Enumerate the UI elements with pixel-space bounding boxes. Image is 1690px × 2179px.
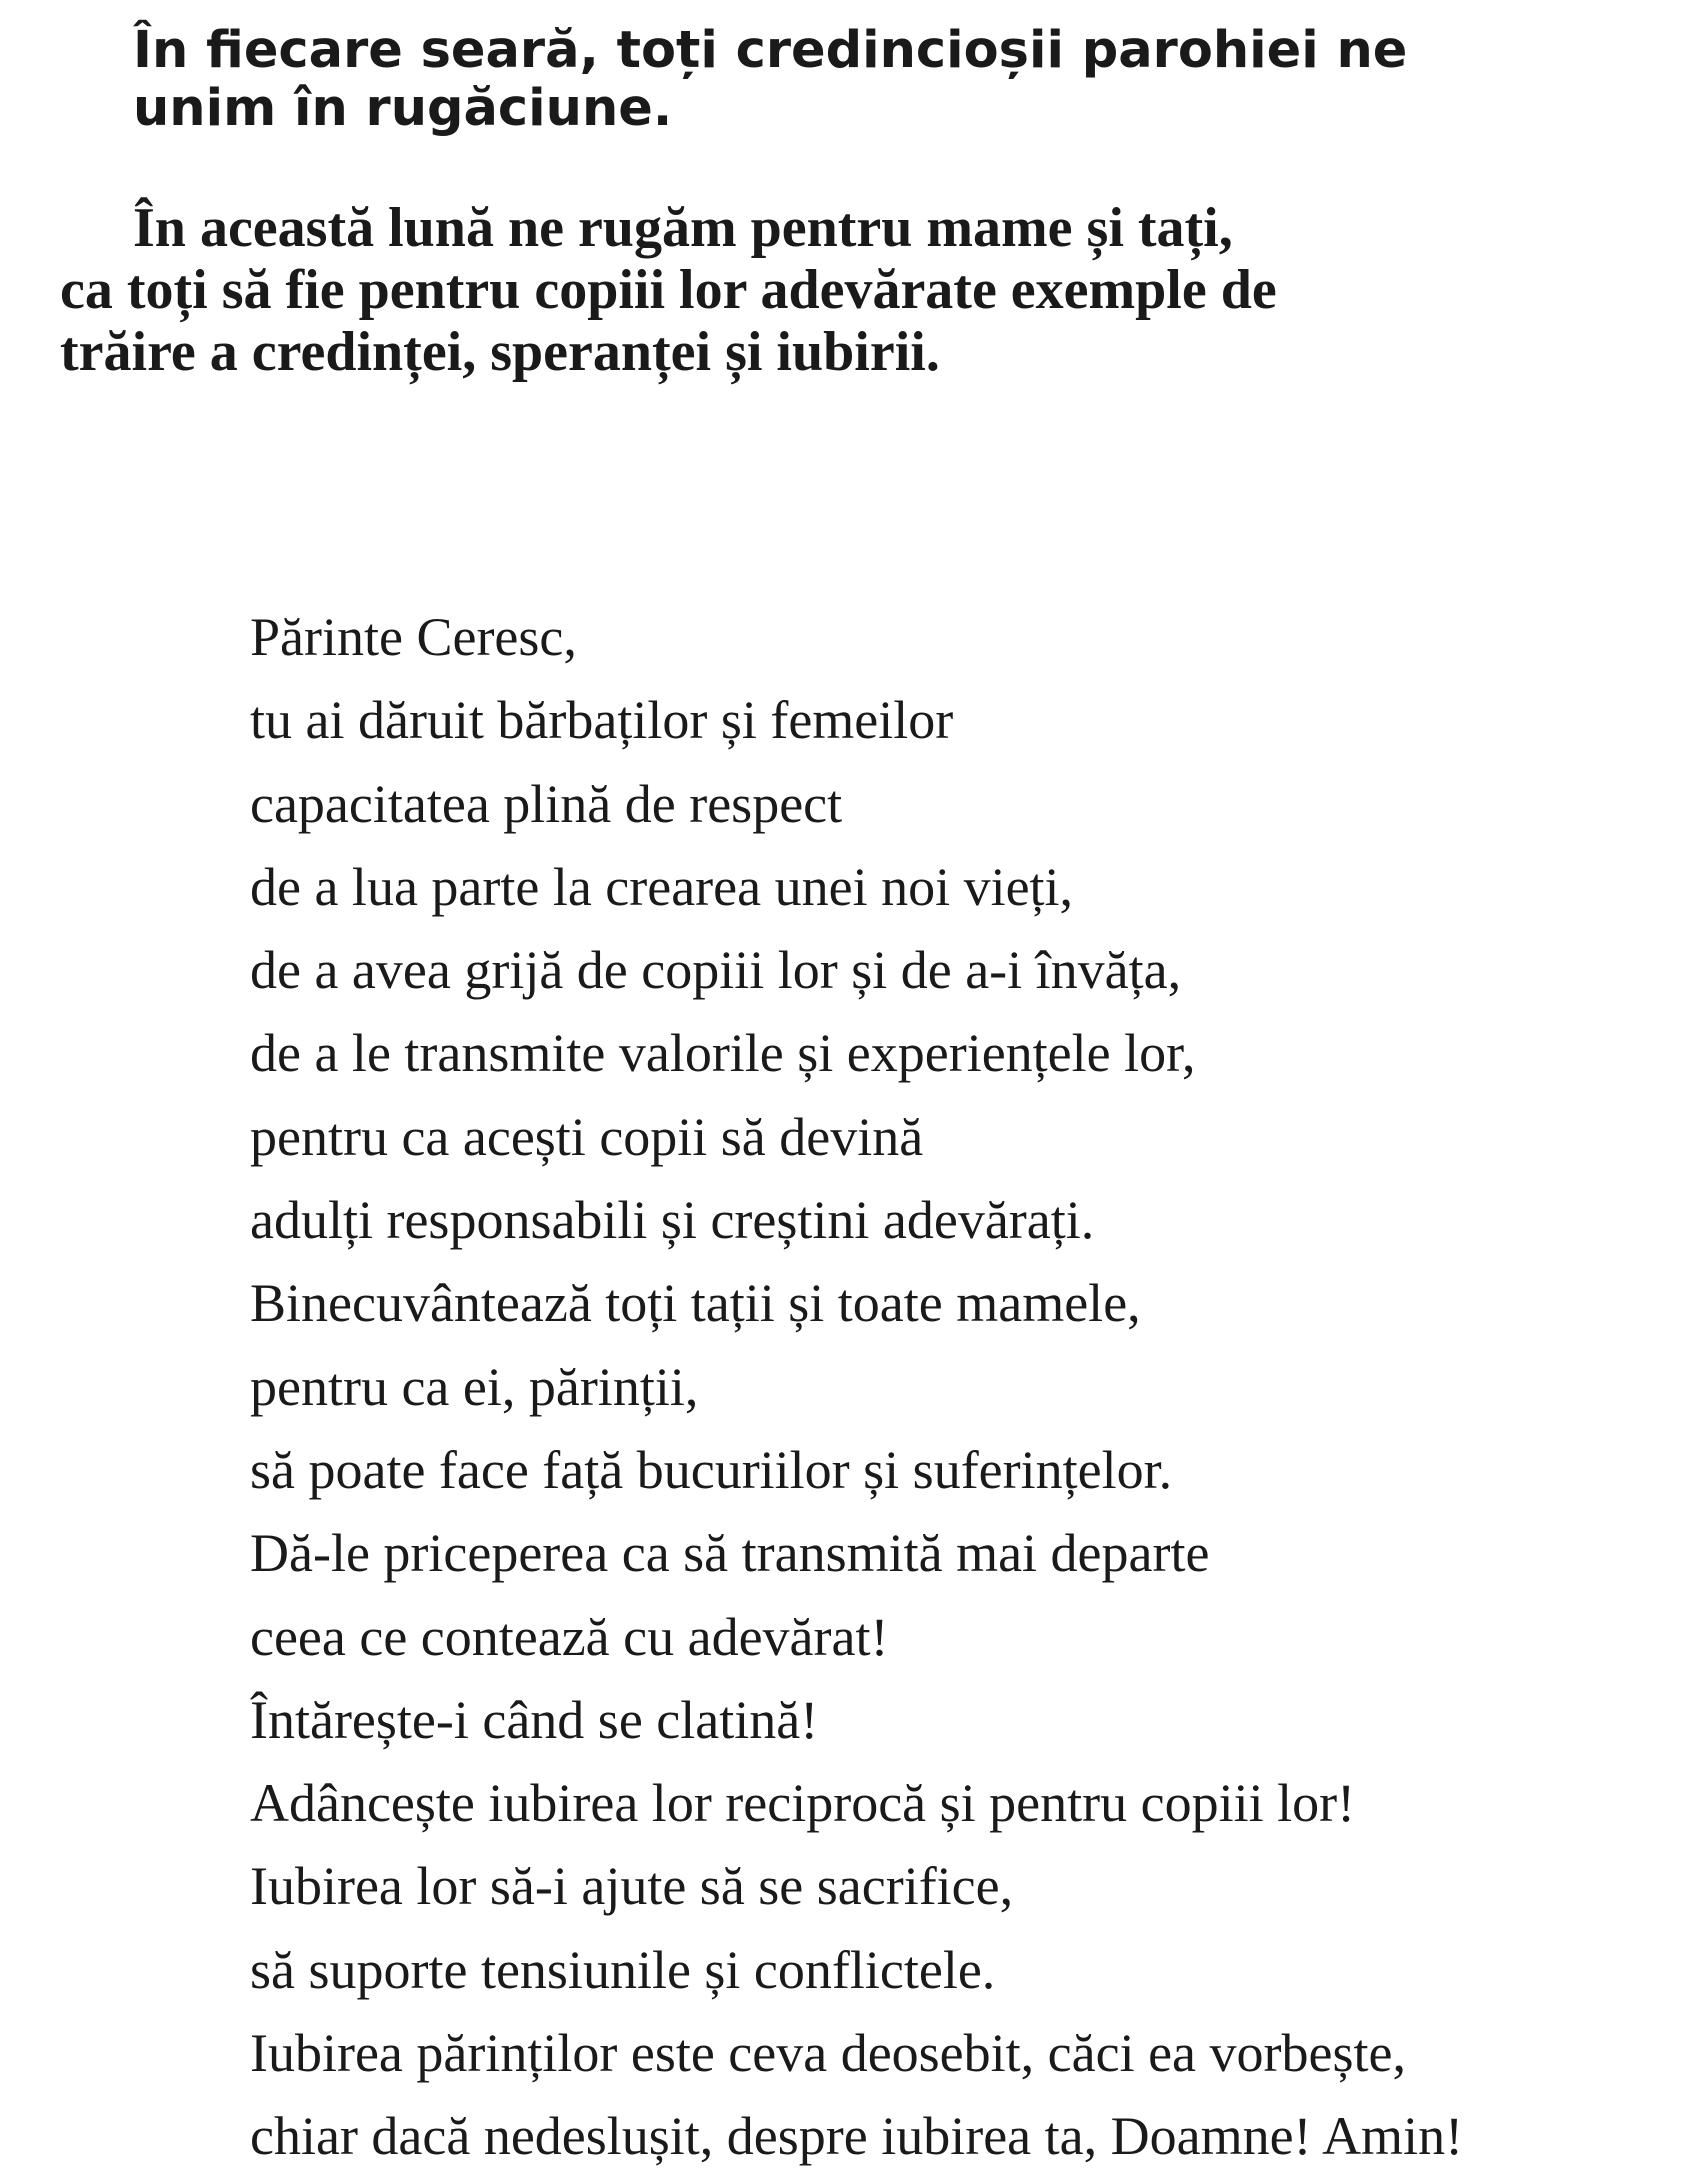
prayer-line: să poate face față bucuriilor și suferințelor.: [250, 1439, 1173, 1500]
intention-line: trăire a credinței, speranței și iubirii.: [60, 321, 940, 383]
prayer-line: Binecuvântează toți tații și toate mamele,: [250, 1273, 1141, 1334]
prayer-line: pentru ca acești copii să devină: [250, 1106, 924, 1167]
prayer-text: [250, 596, 1670, 2179]
intention-line: ca toți să fie pentru copiii lor adevărate exemple de: [60, 259, 1277, 321]
intro-line: În fiecare seară, toți credincioșii parohiei ne: [133, 21, 1408, 80]
prayer-line: ceea ce contează cu adevărat!: [250, 1606, 889, 1667]
prayer-line: Întărește-i când se clatină!: [250, 1689, 819, 1750]
prayer-line: Dă-le priceperea ca să transmită mai departe: [250, 1523, 1210, 1584]
intention-line: În această lună ne rugăm pentru mame și tați,: [133, 197, 1233, 259]
prayer-line: tu ai dăruit bărbaților și femeilor: [250, 690, 954, 751]
prayer-line: de a avea grijă de copiii lor și de a-i învăța,: [250, 940, 1182, 1001]
prayer-line: Adâncește iubirea lor reciprocă și pentru copiii lor!: [250, 1773, 1356, 1834]
prayer-line: adulți responsabili și creștini adevărați.: [250, 1190, 1095, 1251]
prayer-line: să suporte tensiunile și conflictele.: [250, 1939, 996, 2000]
intro-paragraph: [133, 22, 1633, 138]
prayer-line: Iubirea lor să-i ajute să se sacrifice,: [250, 1856, 1014, 1917]
prayer-intention-paragraph: [60, 197, 1660, 383]
prayer-line: chiar dacă nedeslușit, despre iubirea ta, Doamne! Amin!: [250, 2106, 1464, 2167]
prayer-line: pentru ca ei, părinții,: [250, 1356, 699, 1417]
prayer-line: de a lua parte la crearea unei noi vieți,: [250, 856, 1074, 917]
prayer-line: Părinte Ceresc,: [250, 607, 577, 667]
prayer-line: de a le transmite valorile și experiențele lor,: [250, 1023, 1196, 1084]
prayer-line: capacitatea plină de respect: [250, 773, 843, 834]
intro-line: unim în rugăciune.: [133, 79, 673, 138]
prayer-line: Iubirea părinților este ceva deosebit, căci ea vorbește,: [250, 2023, 1406, 2084]
